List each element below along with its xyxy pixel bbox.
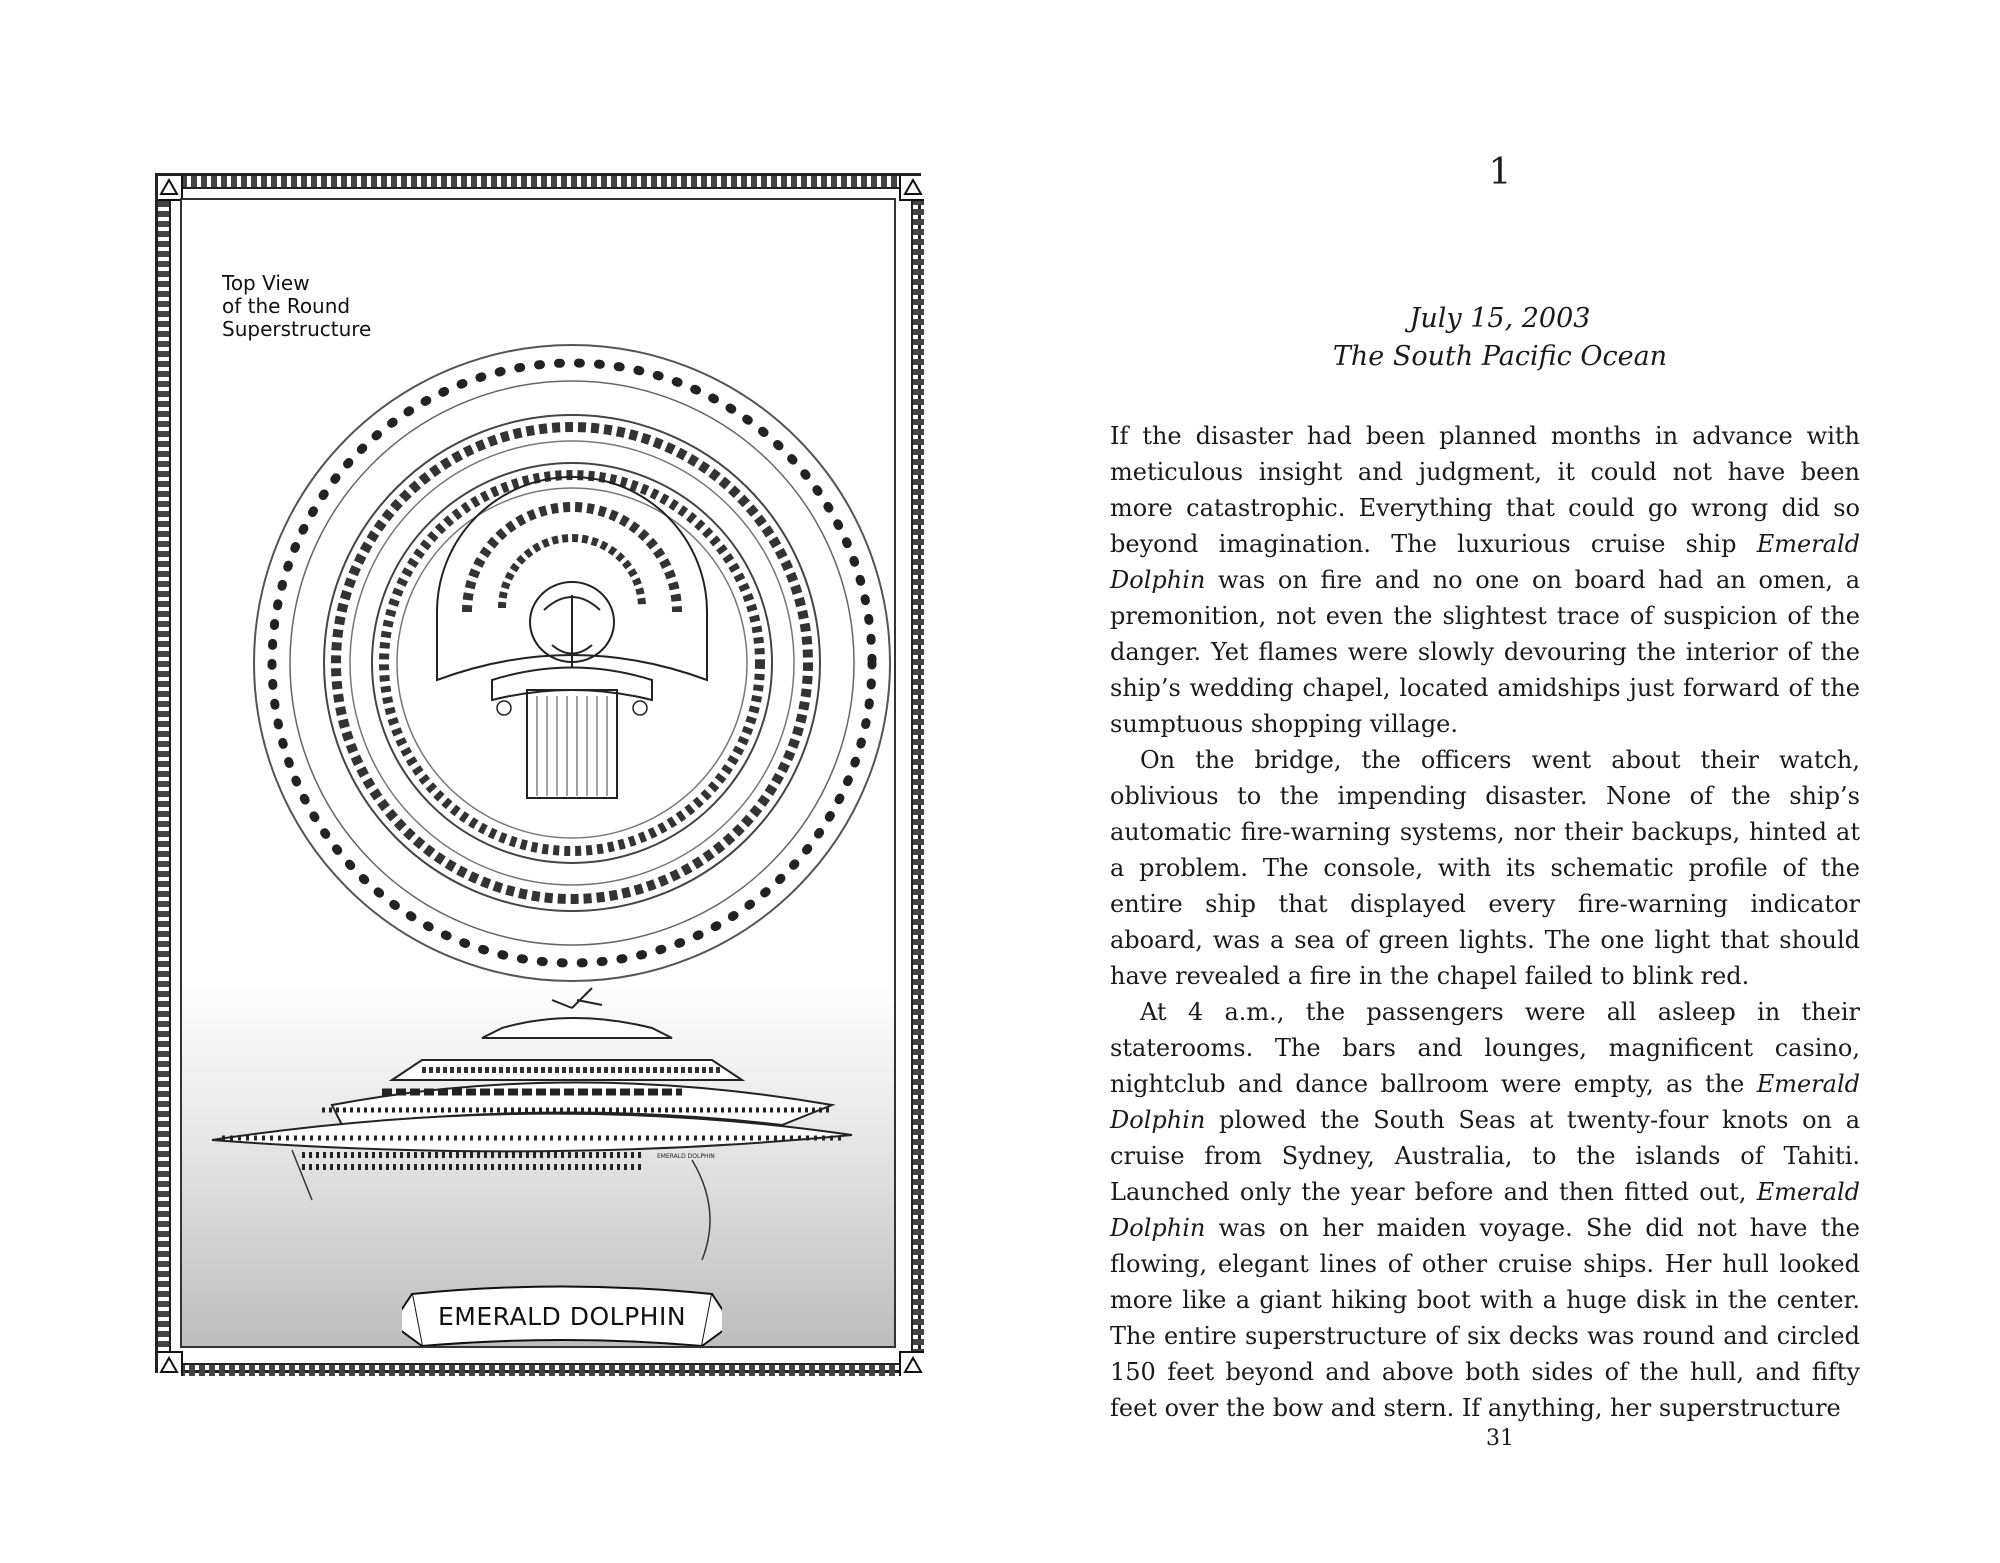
paragraph-3-text-a: At 4 a.m., the passengers were all asleep in their staterooms. The bars and lounges, magnificent casino, nightclub and dance ballroom were empty, as the (1110, 998, 1860, 1098)
illustration-plate (155, 173, 921, 1373)
chapter-place: The South Pacific Ocean (1332, 341, 1668, 372)
caption-line-3: Superstructure (222, 317, 372, 341)
caption-line-2: of the Round (222, 294, 351, 318)
paragraph-3-text-c: was on her maiden voyage. She did not have the flowing, elegant lines of other cruise ships. Her hull looked more like a giant hiking boot with a huge disk in the center. The entire superstructure of six decks was round and circled 150 feet beyond and above both sides of the hull, and fifty feet over the bow and stern. If anything, her superstructure (1110, 1214, 1860, 1422)
paragraph-3-ship-name-2: Emerald Dolphin (1110, 1178, 1860, 1242)
page-number: 31 (1486, 1426, 1514, 1451)
chapter-number: 1 (1488, 152, 1512, 193)
paragraph-1-text-b: was on fire and no one on board had an omen, a premonition, not even the slightest trace of suspicion of the danger. Yet flames were slowly devouring the interior of the ship’s wedding chapel, located amidships just forward of the sumptuous shopping village. (1110, 566, 1860, 738)
ship-side-view-drawing (182, 200, 896, 1348)
ship-name-label: EMERALD DOLPHIN (437, 1302, 687, 1331)
paragraph-1-text-a: If the disaster had been planned months in advance with meticulous insight and judgment, it could not have been more catastrophic. Everything that could go wrong did so beyond imagination. The luxurious cruise ship (1110, 422, 1860, 558)
chapter-date: July 15, 2003 (1409, 303, 1591, 334)
dateline (1000, 300, 2000, 376)
paragraph-1-ship-name: Emerald Dolphin (1110, 530, 1860, 594)
paragraph-3 (1110, 994, 1860, 1426)
hull-lettering: EMERALD DOLPHIN (657, 1153, 715, 1160)
chapter-body (1110, 418, 1860, 1426)
paragraph-2: On the bridge, the officers went about their watch, oblivious to the impending disaster. None of the ship’s automatic fire-warning systems, nor their backups, hinted at a problem. The console, with its schematic profile of the entire ship that displayed every fire-warning indicator aboard, was a sea of green lights. The one light that should have revealed a fire in the chapel failed to blink red. (1110, 746, 1860, 990)
paragraph-3-ship-name-1: Emerald Dolphin (1110, 1070, 1860, 1134)
caption-line-1: Top View (222, 271, 310, 295)
plate-inner-area (180, 198, 896, 1348)
paragraph-1 (1110, 418, 1860, 742)
ship-name-banner (402, 1284, 722, 1348)
paragraph-3-text-b: plowed the South Seas at twenty-four knots on a cruise from Sydney, Australia, to the islands of Tahiti. Launched only the year before and then fitted out, (1110, 1106, 1860, 1206)
